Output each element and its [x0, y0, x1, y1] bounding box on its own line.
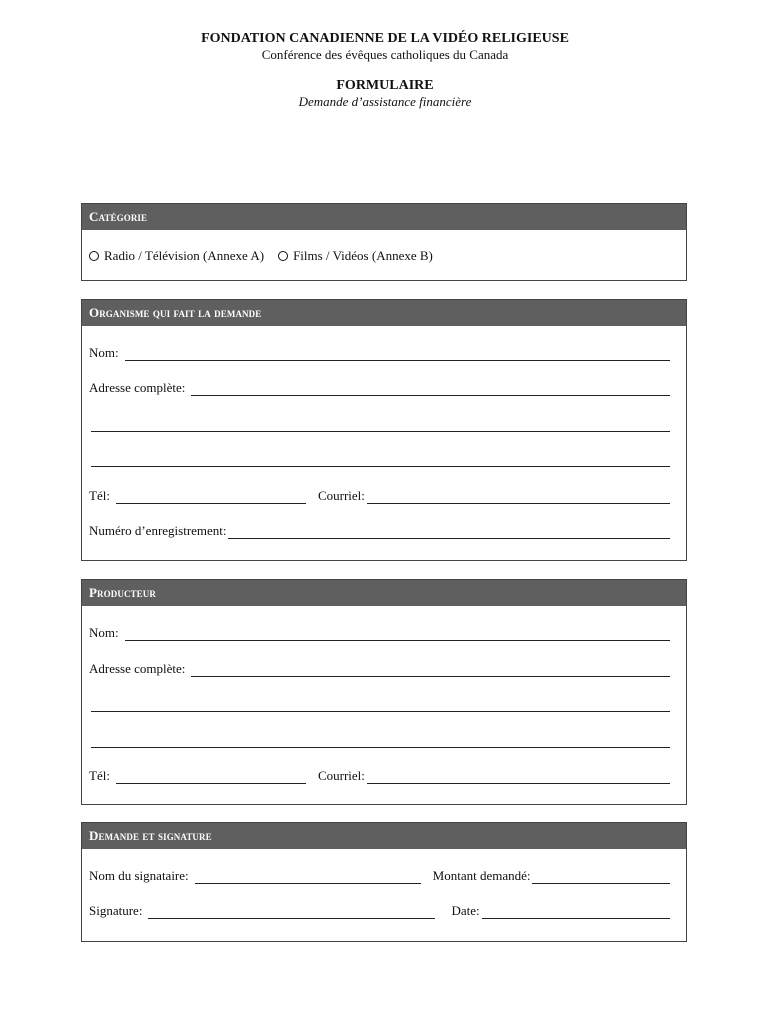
section-producteur [81, 579, 687, 805]
option-label: Radio / Télévision (Annexe A) [104, 248, 265, 263]
nom-field[interactable] [125, 628, 670, 641]
organization-title: FONDATION CANADIENNE DE LA VIDÉO RELIGIEUSE [201, 31, 569, 46]
date-field[interactable] [482, 906, 670, 919]
montant-label: Montant demandé: [432, 868, 531, 883]
tel-field[interactable] [116, 491, 306, 504]
form-description: Demande d’assistance financière [298, 94, 472, 109]
signature-label: Signature: [89, 903, 143, 918]
montant-field[interactable] [532, 871, 671, 884]
option-label: Films / Vidéos (Annexe B) [293, 248, 433, 263]
radio-circle-icon[interactable] [89, 251, 99, 261]
form-title: FORMULAIRE [336, 78, 434, 93]
numero-enregistrement-label: Numéro d’enregistrement: [89, 523, 227, 538]
document-header [0, 30, 770, 110]
adresse-field-line-2[interactable] [91, 419, 670, 432]
section-categorie [81, 203, 687, 281]
tel-label: Tél: [89, 768, 110, 783]
section-header-organisme: Organisme qui fait la demande [82, 300, 686, 326]
tel-field[interactable] [116, 771, 306, 784]
adresse-field-line-2[interactable] [91, 699, 670, 712]
courriel-label: Courriel: [317, 488, 365, 503]
adresse-field[interactable] [191, 664, 670, 677]
radio-circle-icon[interactable] [278, 251, 288, 261]
adresse-field[interactable] [191, 383, 670, 396]
section-header-producteur: Producteur [82, 580, 686, 606]
organization-subtitle: Conférence des évêques catholiques du Canada [261, 47, 509, 62]
adresse-field-line-3[interactable] [91, 454, 670, 467]
section-organisme [81, 299, 687, 561]
section-header-categorie: Catégorie [82, 204, 686, 230]
courriel-field[interactable] [367, 771, 670, 784]
tel-label: Tél: [89, 488, 110, 503]
signataire-field[interactable] [195, 871, 421, 884]
option-radio-television[interactable] [89, 248, 264, 264]
adresse-label: Adresse complète: [89, 661, 186, 676]
signature-field[interactable] [148, 906, 435, 919]
signataire-label: Nom du signataire: [89, 868, 189, 883]
nom-label: Nom: [89, 625, 119, 640]
courriel-label: Courriel: [317, 768, 365, 783]
adresse-label: Adresse complète: [89, 380, 186, 395]
option-films-videos[interactable] [278, 248, 433, 264]
numero-enregistrement-field[interactable] [228, 526, 670, 539]
section-demande-signature [81, 822, 687, 942]
nom-label: Nom: [89, 345, 119, 360]
date-label: Date: [451, 903, 480, 918]
nom-field[interactable] [125, 348, 670, 361]
courriel-field[interactable] [367, 491, 670, 504]
adresse-field-line-3[interactable] [91, 735, 670, 748]
section-header-demande: Demande et signature [82, 823, 686, 849]
